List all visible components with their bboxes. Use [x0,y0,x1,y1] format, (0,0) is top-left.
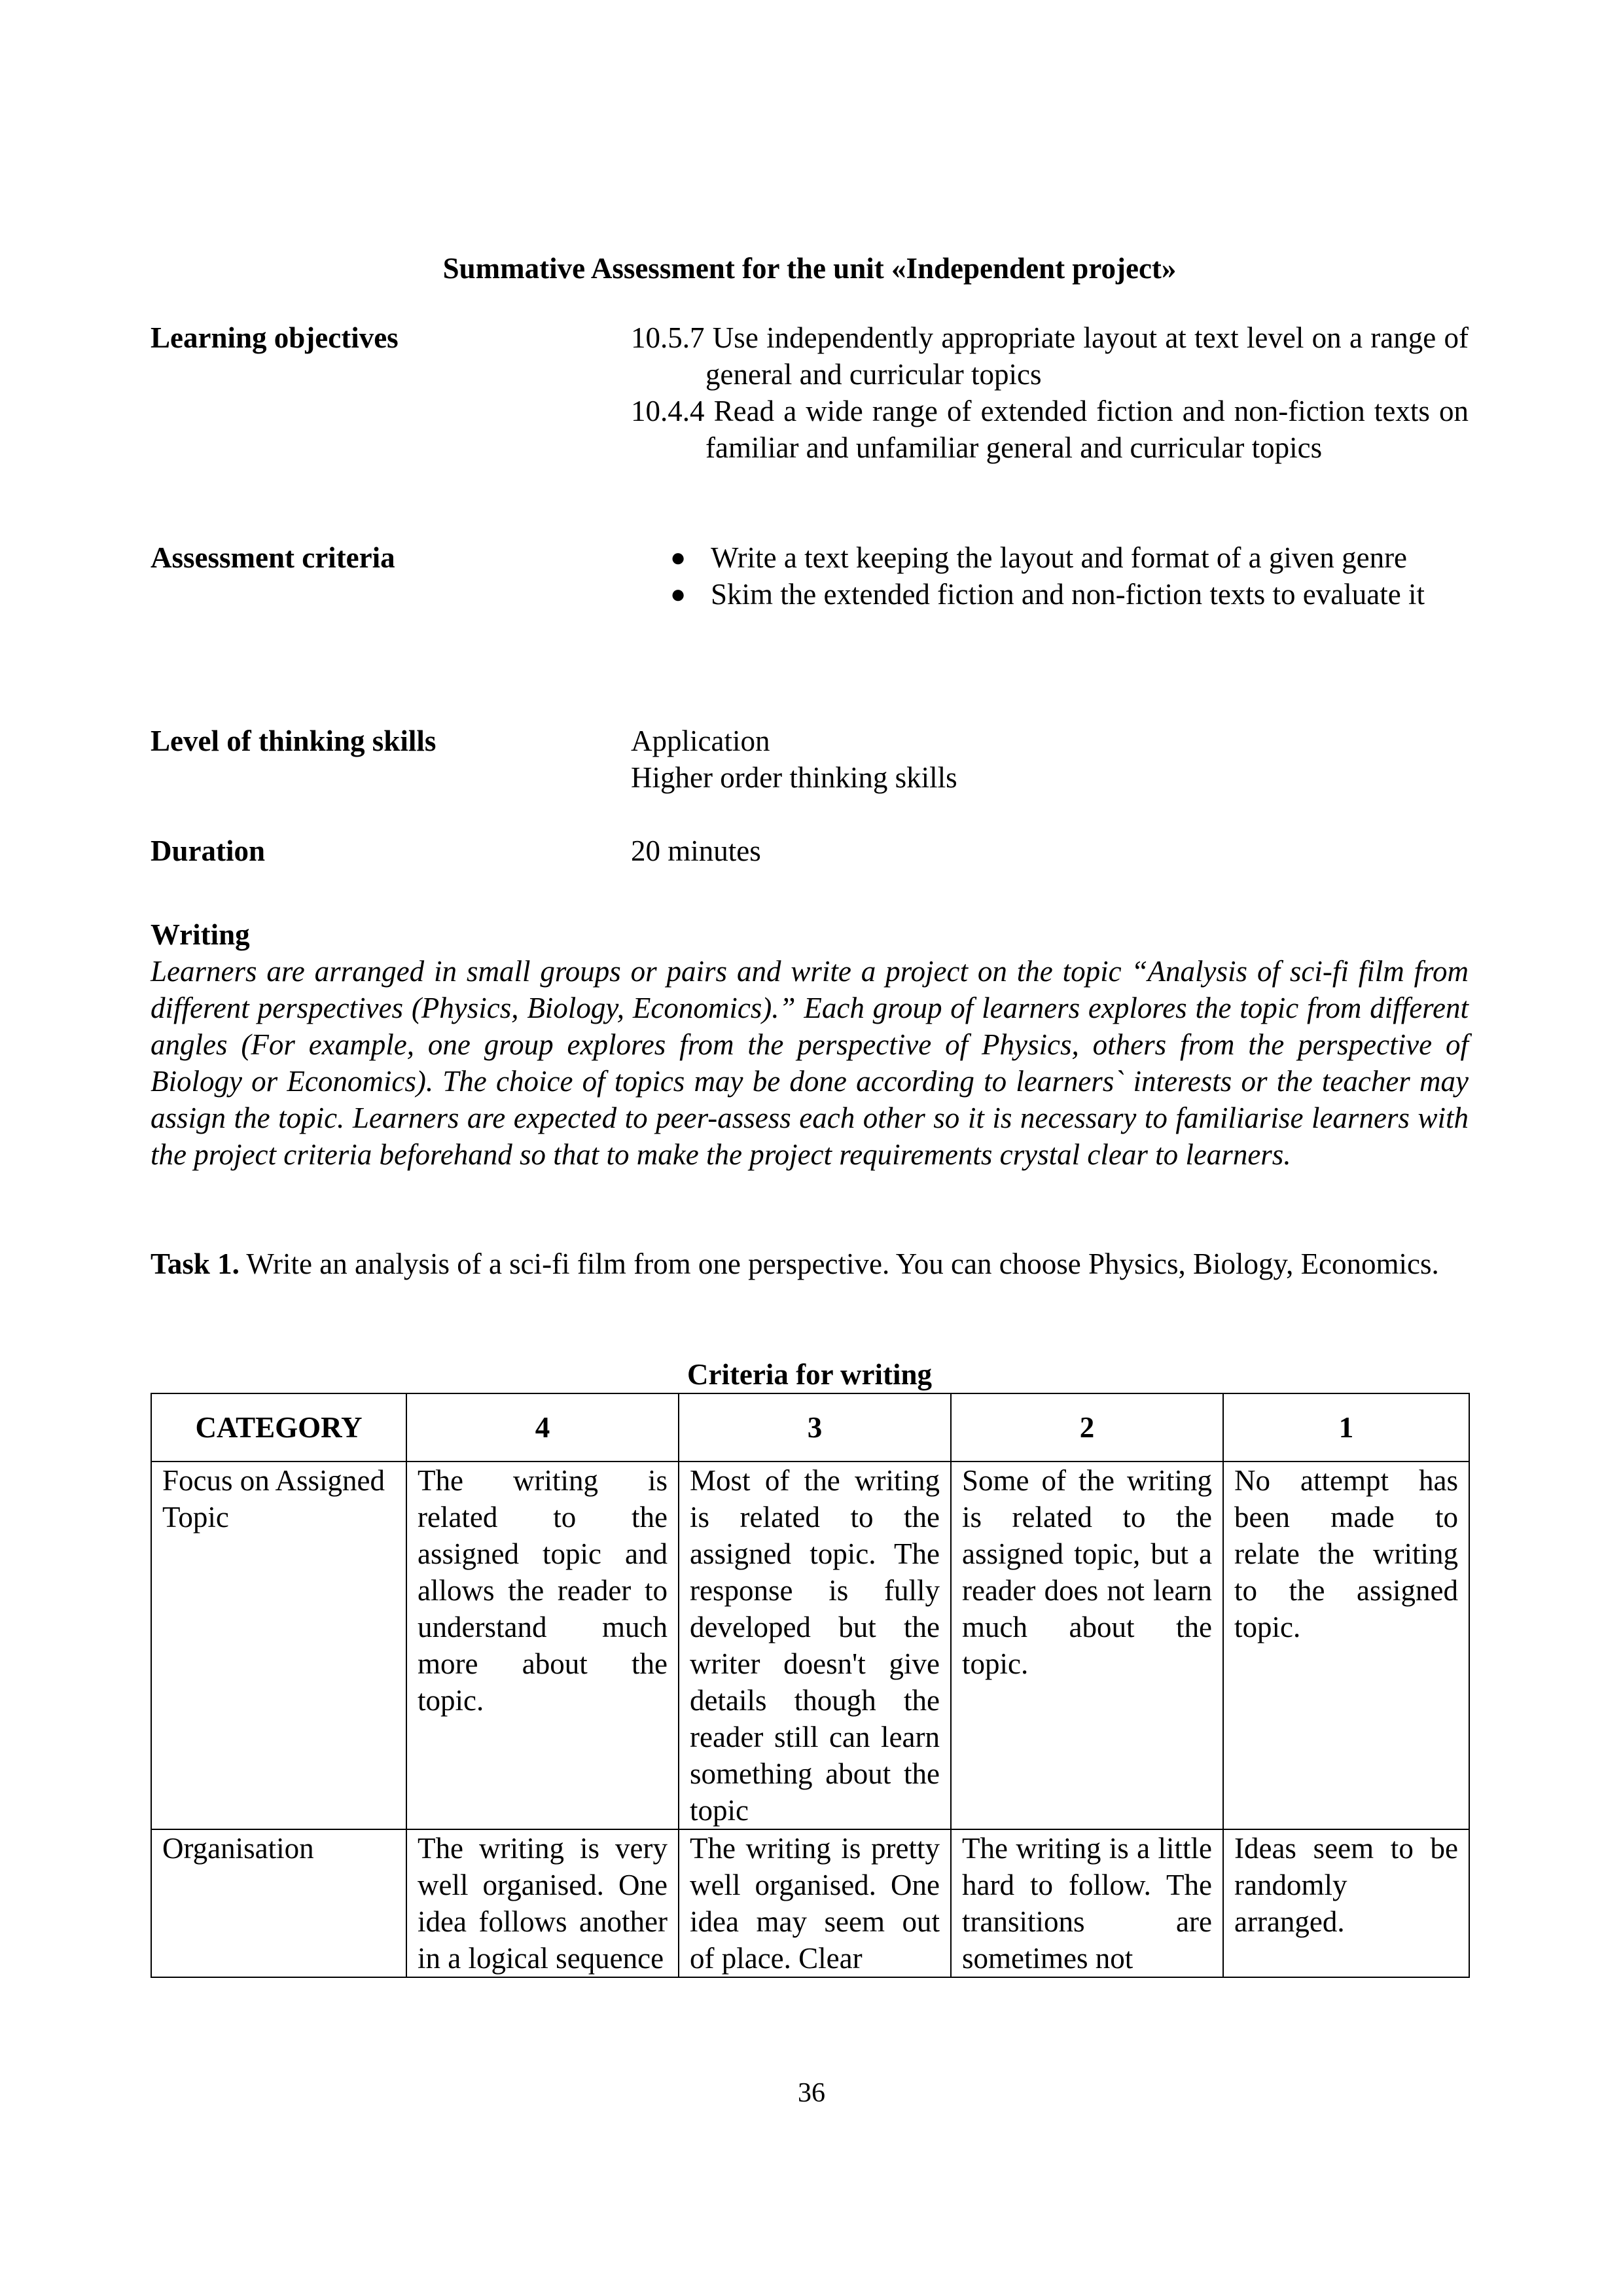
table-row [151,1829,1469,1977]
column-header-1: 1 [1223,1393,1469,1462]
assessment-criterion [631,539,1469,576]
score-2-cell: Some of the writing is related to the assigned topic, but a reader does not learn much about the topic. [951,1462,1223,1829]
learning-objective: 10.4.4 Read a wide range of extended fiction and non-fiction texts on familiar and unfamiliar general and curricular topics [631,395,1469,464]
table-row [151,1462,1469,1829]
column-header-2: 2 [951,1393,1223,1462]
category-cell: Organisation [151,1829,406,1977]
learning-objectives-list [631,319,1469,466]
rubric-table [151,1393,1470,1978]
duration-value: 20 minutes [631,834,761,867]
assessment-criteria-list [631,539,1469,613]
score-4-cell: The writing is related to the assigned topic and allows the reader to understand much more about the topic. [406,1462,679,1829]
score-4-cell: The writing is very well organised. One idea follows another in a logical sequence [406,1829,679,1977]
score-3-cell: Most of the writing is related to the assigned topic. The response is fully developed but the writer doesn't give details though the reader still can learn something about the topic [679,1462,951,1829]
assessment-criterion [631,576,1469,613]
bullet-icon: ● [670,543,687,572]
column-header-4: 4 [406,1393,679,1462]
page-number: 36 [798,2078,825,2108]
task-label: Task 1. [151,1247,240,1280]
score-1-cell: No attempt has been made to relate the writing to the assigned topic. [1223,1462,1469,1829]
score-2-cell: The writing is a little hard to follow. The transitions are sometimes not [951,1829,1223,1977]
column-header-3: 3 [679,1393,951,1462]
thinking-skills-label: Level of thinking skills [151,725,437,757]
thinking-skills-list [631,723,1469,796]
criterion-text: Write a text keeping the layout and format of a given genre [711,541,1408,574]
rubric-title: Criteria for writing [687,1358,933,1391]
bullet-icon: ● [670,579,687,609]
thinking-skill: Higher order thinking skills [631,761,957,794]
writing-description: Learners are arranged in small groups or pairs and write a project on the topic “Analysis of sci-fi film from different perspectives (Physics, Biology, Economics).” Each group of learners explores the topic from different angles (For example, one group explores from the perspective of Physics, others from the perspective of Biology or Economics). The choice of topics may be done according to learners` interests or the teacher may assign the topic. Learners are expected to peer-assess each other so it is necessary to familiarise learners with the project criteria beforehand so that to make the project requirements crystal clear to learners. [151,955,1469,1171]
task-1 [151,1246,1469,1282]
thinking-skill: Application [631,725,770,757]
assessment-criteria-label: Assessment criteria [151,541,395,574]
score-1-cell: Ideas seem to be randomly arranged. [1223,1829,1469,1977]
rubric-header-row [151,1393,1469,1462]
score-3-cell: The writing is pretty well organised. One idea may seem out of place. Clear [679,1829,951,1977]
column-header-category: CATEGORY [151,1393,406,1462]
learning-objective: 10.5.7 Use independently appropriate layout at text level on a range of general and curricular topics [631,321,1469,391]
learning-objectives-label: Learning objectives [151,321,399,354]
criterion-text: Skim the extended fiction and non-fiction texts to evaluate it [711,578,1425,611]
duration-label: Duration [151,834,266,867]
category-cell: Focus on Assigned Topic [151,1462,406,1829]
page-title: Summative Assessment for the unit «Independent project» [442,252,1177,285]
task-text: Write an analysis of a sci-fi film from one perspective. You can choose Physics, Biology, Economics. [246,1247,1439,1280]
writing-heading: Writing [151,918,250,951]
